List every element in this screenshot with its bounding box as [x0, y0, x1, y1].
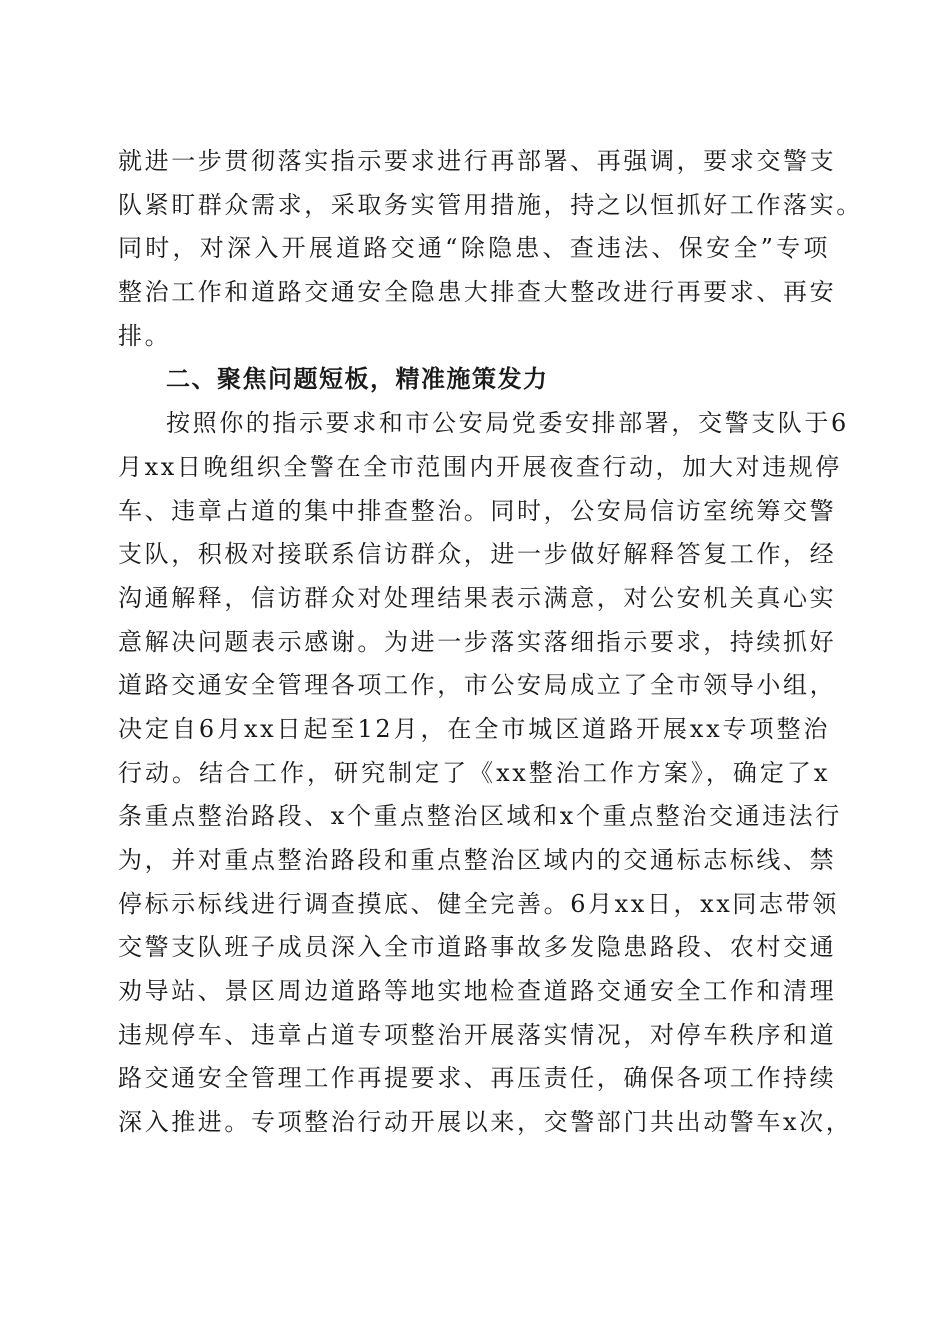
text-line: 按照你的指示要求和市公安局党委安排部署，交警支队于6: [166, 409, 849, 438]
text-line: 决定自6月xx日起至12月，在全市城区道路开展xx专项整治: [118, 714, 830, 743]
document-body: [118, 140, 863, 1145]
text-line: 排。: [118, 321, 172, 350]
text-line: 沟通解释，信访群众对处理结果表示满意，对公安机关真心实: [118, 583, 837, 612]
text-line: 交警支队班子成员深入全市道路事故多发隐患路段、农村交通: [118, 933, 837, 962]
text-line: 队紧盯群众需求，采取务实管用措施，持之以恒抓好工作落实。: [118, 190, 863, 219]
text-line: 路交通安全管理工作再提要求、再压责任，确保各项工作持续: [118, 1064, 837, 1093]
text-line: 条重点整治路段、x个重点整治区域和x个重点整治交通违法行: [118, 802, 842, 831]
text-line: 就进一步贯彻落实指示要求进行再部署、再强调，要求交警支: [118, 147, 837, 175]
text-line: 劝导站、景区周边道路等地实地检查道路交通安全工作和清理: [118, 977, 837, 1006]
text-line: 违规停车、违章占道专项整治开展落实情况，对停车秩序和道: [118, 1020, 837, 1049]
paragraph-2: [118, 402, 853, 1145]
section-heading-2: 二、聚焦问题短板，精准施策发力: [166, 365, 549, 394]
text-line: 停标示标线进行调查摸底、健全完善。6月xx日，xx同志带领: [118, 889, 839, 918]
text-line: 同时，对深入开展道路交通“除隐患、查违法、保安全”专项: [118, 234, 830, 263]
text-line: 车、违章占道的集中排查整治。同时，公安局信访室统筹交警: [118, 496, 837, 525]
text-line: 道路交通安全管理各项工作，市公安局成立了全市领导小组，: [118, 671, 837, 700]
text-line: 月xx日晚组织全警在全市范围内开展夜查行动，加大对违规停: [118, 452, 842, 481]
text-line: 行动。结合工作，研究制定了《xx整治工作方案》，确定了x: [118, 758, 830, 787]
text-line: 整治工作和道路交通安全隐患大排查大整改进行再要求、再安: [118, 278, 837, 307]
text-line: 意解决问题表示感谢。为进一步落实落细指示要求，持续抓好: [118, 627, 837, 656]
text-line: 为，并对重点整治路段和重点整治区域内的交通标志标线、禁: [118, 846, 837, 874]
text-line: 深入推进。专项整治行动开展以来，交警部门共出动警车x次，: [118, 1108, 853, 1137]
text-line: 支队，积极对接联系信访群众，进一步做好解释答复工作，经: [118, 540, 837, 569]
paragraph-1: [118, 140, 863, 358]
